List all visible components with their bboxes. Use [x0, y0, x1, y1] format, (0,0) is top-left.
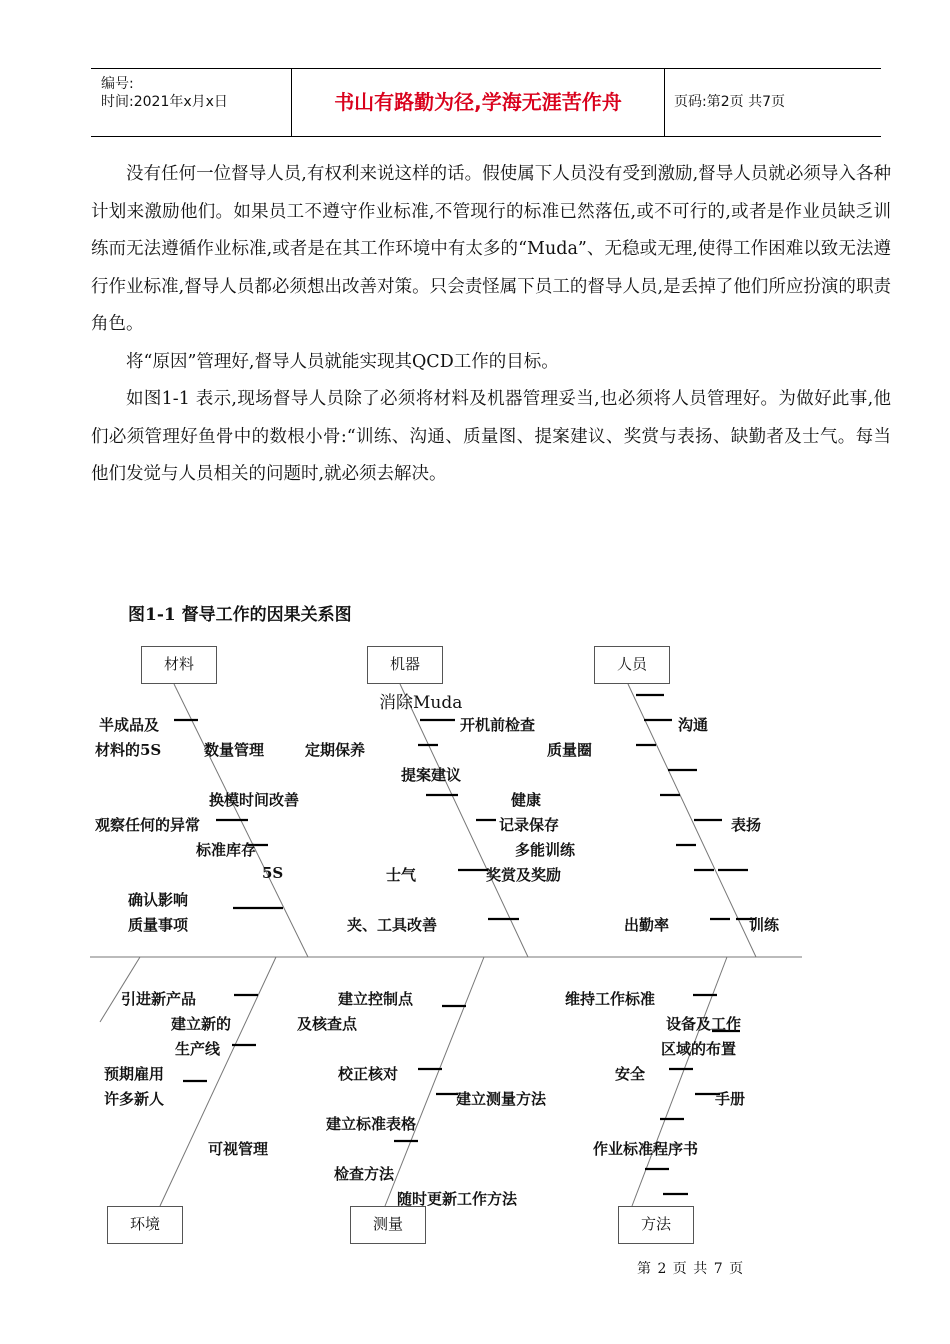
- cause-label: 建立测量方法: [456, 1090, 547, 1108]
- cause-label: 质量事项: [128, 916, 189, 934]
- cause-label: 手册: [715, 1090, 746, 1108]
- cause-label: 引进新产品: [121, 990, 197, 1008]
- cause-label: 建立新的: [171, 1015, 232, 1033]
- cause-label: 标准库存: [196, 841, 257, 859]
- paragraph-3: 如图1-1 表示,现场督导人员除了必须将材料及机器管理妥当,也必须将人员管理好。为做好此事,他们必须管理好鱼骨中的数根小骨:“训练、沟通、质量图、提案建议、奖赏与表扬、缺勤者及士气。每当他们发觉与人员相关的问题时,就必须去解决。: [91, 389, 891, 484]
- cause-label: 建立控制点: [338, 990, 414, 1008]
- paragraph-2: 将“原因”管理好,督导人员就能实现其QCD工作的目标。: [126, 351, 559, 372]
- cause-label: 夹、工具改善: [347, 916, 438, 934]
- cause-label: 设备及工作: [666, 1015, 742, 1033]
- cause-label: 沟通: [678, 716, 709, 734]
- cause-label: 观察任何的异常: [95, 816, 201, 834]
- header-page-number: 页码:第2页 共7页: [674, 94, 785, 110]
- category-environment: 环境: [107, 1206, 183, 1244]
- cause-label: 士气: [386, 866, 417, 884]
- category-method: 方法: [618, 1206, 694, 1244]
- cause-label: 安全: [615, 1065, 646, 1083]
- cause-label: 作业标准程序书: [593, 1140, 699, 1158]
- category-machine: 机器: [367, 646, 443, 684]
- paragraph-1: 没有任何一位督导人员,有权利来说这样的话。假使属下人员没有受到激励,督导人员就必须导入各种计划来激励他们。如果员工不遵守作业标准,不管现行的标准已然落伍,或不可行的,或者是作业员缺乏训练而无法遵循作业标准,或者是在其工作环境中有太多的“Muda”、无稳或无理,使得工作困难以致无法遵行作业标准,督导人员都必须想出改善对策。只会责怪属下员工的督导人员,是丢掉了他们所应扮演的职责角色。: [91, 164, 891, 334]
- cause-label: 质量圈: [547, 741, 593, 759]
- cause-label: 随时更新工作方法: [397, 1190, 518, 1208]
- cause-label: 校正核对: [338, 1065, 399, 1083]
- cause-label: 生产线: [175, 1040, 221, 1058]
- cause-label: 开机前检查: [460, 716, 536, 734]
- cause-label: 多能训练: [515, 841, 576, 859]
- cause-label: 健康: [511, 791, 542, 809]
- header-motto: 书山有路勤为径,学海无涯苦作舟: [292, 69, 665, 136]
- category-measurement: 测量: [350, 1206, 426, 1244]
- cause-label: 数量管理: [204, 741, 265, 759]
- page-footer: 第 2 页 共 7 页: [637, 1261, 745, 1277]
- cause-label: 训练: [749, 916, 780, 934]
- figure-title: 图1-1 督导工作的因果关系图: [128, 605, 352, 625]
- cause-label: 预期雇用: [104, 1065, 165, 1083]
- doc-time: 时间:2021年x月x日: [101, 94, 228, 110]
- cause-label: 维持工作标准: [565, 990, 656, 1008]
- doc-number: 编号:: [101, 76, 134, 92]
- cause-label: 表扬: [731, 816, 762, 834]
- category-material: 材料: [141, 646, 217, 684]
- cause-label: 建立标准表格: [326, 1115, 417, 1133]
- cause-label: 检查方法: [334, 1165, 395, 1183]
- cause-label: 定期保养: [305, 741, 366, 759]
- cause-label: 确认影响: [128, 891, 189, 909]
- cause-label: 换模时间改善: [209, 791, 300, 809]
- cause-label: 半成品及: [99, 716, 160, 734]
- category-people: 人员: [594, 646, 670, 684]
- cause-label: 出勤率: [624, 916, 670, 934]
- cause-label: 5S: [262, 864, 284, 882]
- cause-label: 材料的5S: [95, 741, 162, 759]
- cause-label: 记录保存: [499, 816, 560, 834]
- cause-label: 提案建议: [401, 766, 462, 784]
- cause-label: 区域的布置: [661, 1040, 737, 1058]
- cause-label: 许多新人: [104, 1090, 165, 1108]
- cause-label: 及核查点: [297, 1015, 358, 1033]
- cause-label: 奖赏及奖励: [486, 866, 562, 884]
- center-goal-label: 消除Muda: [379, 693, 463, 713]
- cause-label: 可视管理: [208, 1140, 269, 1158]
